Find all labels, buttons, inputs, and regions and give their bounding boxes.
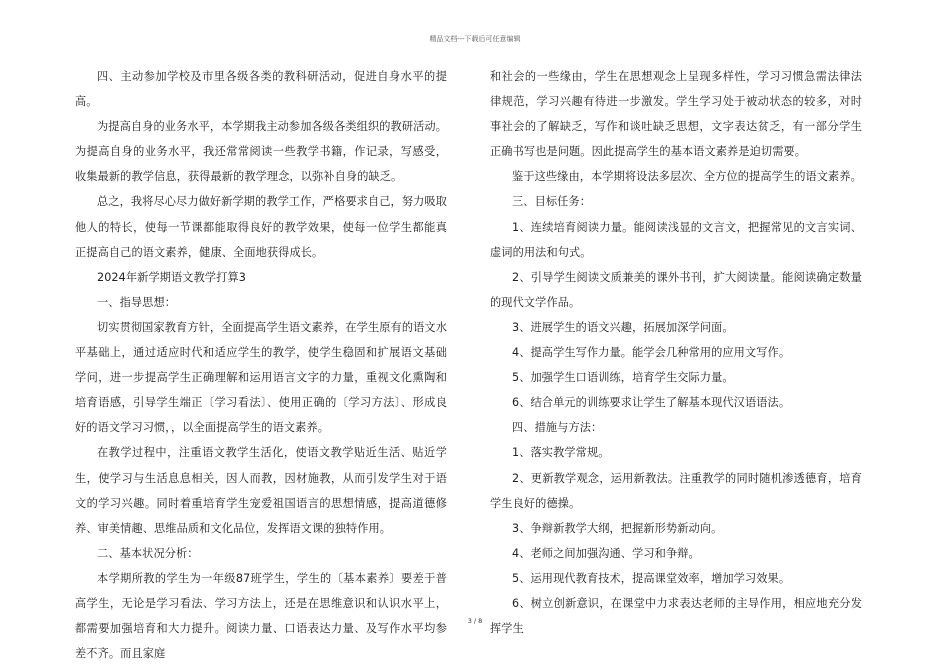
list-item: 1、落实教学常规。: [512, 446, 610, 460]
left-column: [75, 64, 447, 666]
section-heading: 一、指导思想：: [97, 295, 177, 309]
paragraph: 切实贯彻国家教育方针，全面提高学生语文素养，在学生原有的语文水平基础上，通过适应时代和适应学生的教学，使学生稳固和扩展语文基础学问，进一步提高学生正确理解和运用语言文字的力量，重视文化熏陶和培育语感，引导学生端正〔学习看法〕、使用正确的〔学习方法〕、形成良好的语文学习习惯，，以全面提高学生的语文素养。: [75, 320, 447, 435]
right-column: [490, 64, 862, 641]
section-heading: 四、措施与方法：: [512, 421, 603, 435]
paragraph: 本学期所教的学生为一年级87班学生，学生的〔基本素养〕要差于普高学生，无论是学习看法、学习方法上，还是在思维意识和认识水平上，都需要加强培育和大力提升。阅读力量、口语表达力量、及写作水平均参差不齐。而且家庭: [75, 571, 447, 661]
list-item: 2、更新教学观念，运用新教法。注重教学的同时随机渗透德育，培育学生良好的德操。: [490, 471, 862, 510]
list-item: 4、老师之间加强沟通、学习和争辩。: [512, 546, 700, 560]
section-heading: 二、基本状况分析：: [97, 546, 199, 560]
list-item: 6、树立创新意识，在课堂中力求表达老师的主导作用，相应地充分发挥学生: [490, 596, 862, 636]
page-indicator: 3 / 8: [467, 617, 483, 625]
list-item: 3、争辩新教学大纲，把握新形势新动向。: [512, 521, 723, 535]
list-item: 1、连续培育阅读力量。能阅读浅显的文言文，把握常见的文言实词、虚词的用法和句式。: [490, 220, 862, 259]
list-item: 5、加强学生口语训练，培育学生交际力量。: [512, 371, 734, 385]
list-item: 6、结合单元的训练要求让学生了解基本现代汉语语法。: [512, 396, 791, 410]
paragraph: 总之，我将尽心尽力做好新学期的教学工作，严格要求自己，努力吸取他人的特长，使每一节课都能取得良好的教学效果，使每一位学生都能真正提高自己的语文素养，健康、全面地获得成长。: [75, 195, 447, 259]
page-header: 精品文档---下载后可任意编辑: [429, 35, 521, 43]
paragraph: 为提高自身的业务水平，本学期我主动参加各级各类组织的教研活动。为提高自身的业务水平，我还常常阅读一些教学书籍，作记录，写感受，收集最新的教学信息，获得最新的教学理念，以弥补自身的缺乏。: [75, 120, 447, 184]
paragraph: 和社会的一些缘由，学生在思想观念上呈现多样性，学习习惯急需法律法律规范，学习兴趣有待进一步激发。学生学习处于被动状态的较多，对时事社会的了解缺乏，写作和谈吐缺乏思想，文字表达贫乏，有一部分学生正确书写也是问题。因此提高学生的基本语文素养是迫切需要。: [490, 70, 862, 159]
list-item: 3、进展学生的语文兴趣，拓展加深学问面。: [512, 320, 734, 334]
paragraph: 鉴于这些缘由，本学期将设法多层次、全方位的提高学生的语文素养。: [512, 170, 862, 184]
list-item: 5、运用现代教育技术，提高课堂效率，增加学习效果。: [512, 571, 791, 585]
list-item: 4、提高学生写作力量。能学会几种常用的应用文写作。: [512, 346, 791, 360]
list-item: 2、引导学生阅读文质兼美的课外书刊，扩大阅读量。能阅读确定数量的现代文学作品。: [490, 270, 862, 309]
paragraph: 四、主动参加学校及市里各级各类的教科研活动，促进自身水平的提高。: [75, 70, 447, 109]
paragraph: 在教学过程中，注重语文教学生活化，使语文教学贴近生活、贴近学生，使学习与生活息息相关，因人而教，因材施教，从而引发学生对于语文的学习兴趣。同时着重培育学生宠爱祖国语言的思想情感，提高道德修养、审美情趣、思维品质和文化品位，发挥语文课的独特作用。: [75, 446, 447, 535]
section-title: 2024年新学期语文教学打算3: [97, 270, 246, 284]
section-heading: 三、目标任务：: [512, 195, 592, 209]
